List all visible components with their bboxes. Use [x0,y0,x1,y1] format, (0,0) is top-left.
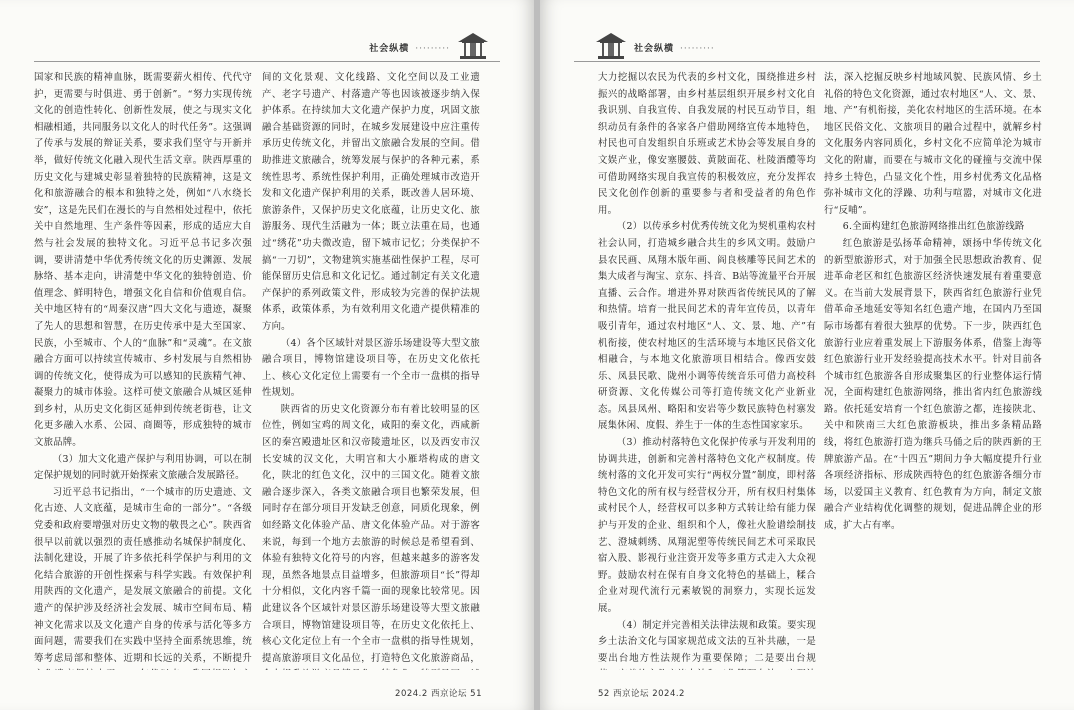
left-page-header [369,28,490,60]
header-dots: ········· [680,44,715,54]
header-rule [574,61,1040,62]
pavilion-logo-icon [456,30,490,60]
paragraph: （4）制定并完善相关法律法规和政策。要实现乡土法治文化与国家规范成文法的互补共融，一是要出台地方性法规作为重要保障；二是要出台规 [598,619,816,664]
right-page-header [594,28,715,60]
paragraph: 6.全面构建红色旅游网络推出红色旅游线路 [842,221,1025,233]
right-column-2 [824,70,1042,670]
left-column-2 [262,70,480,670]
paragraph: （4）各个区域针对景区游乐场建设等大型文旅融合项目，博物馆建设项目等，在历史文化依托上、核心文化定位上需要有一个全市一盘棋的指导性规划。 [262,337,480,399]
header-rule [34,61,500,62]
paragraph: 国家和民族的精神血脉，既需要薪火相传、代代守护，更需要与时俱进、勇于创新”。“努力实现传统文化的创造性转化、创新性发展，使之与现实文化相融相通，共同服务以文化人的时代任务”。这强调了传承与发展的辩证关系，要求我们坚守与开新并举，做好传统文化融入现代生活文章。陕西厚重的历史文化与建城史彰显着独特的民族精神，这是文化和旅游融合的根本和独特之处，例如“八水绕长安”，这是先民们在漫长的与自然相处过程中，依托关中自然地理、生产条件等因素，形成的适应大自然与社会发展的独特文化。习近平总书记多次强调，要讲清楚中华优秀传统文化的历史渊源、发展脉络、基本走向，讲清楚中华文化的独特创造、价值理念、鲜明特色，增强文化自信和价值观自信。关中地区特有的“周秦汉唐”四大文化与遗迹，凝聚了先人的思想和智慧，在历史传承中是大至国家、民族，小至城市、个人的“血脉”和“灵魂”。在文旅融合方面可以持续宣传城市、乡村发展与自然相协调的传统文化，使得成为可以感知的民族精气神、凝聚力的城市体验。这样可使文旅融合从城区延伸到乡村，从历史文化街区延伸到传统老街巷，让文化更多融入水系、公园、商圈等，形成独特的城市文旅品牌。 [34,72,252,449]
left-page-footer: 2024.2 西京论坛 51 [395,689,482,699]
paragraph: （2）以传承乡村优秀传统文化为契机重构农村社会认同，打造城乡融合共生的乡风文明。鼓励户县农民画、凤翔木版年画、阎良核雕等民间艺术的集大成者与淘宝、京东、抖音、B站等流量平台开展直播、云合作。增进外界对陕西省传统民风的了解和热情。培育一批民间艺术的青年宣传员，以青年吸引青年，通过农村地区“人、文、景、地、产”有机衔接，使农村地区的生活环境与本地区民俗文化相融合，与本地文化旅游项目相结合。像西安鼓乐、凤县民歌、陇州小调等传统音乐可借力高校科研资源、文化传媒公司等打造传统文化产业新业态。凤县凤州、略阳和安岩等少数民族特色村寨发展集休闲、度假、养生于一体的生态性国家家乐。 [598,221,816,432]
header-dots: ········· [415,44,450,54]
paragraph: 间的文化景观、文化线路、文化空间以及工业遗产、老字号遗产、村落遗产等也因该被逐步纳入保护体系。在持续加大文化遗产保护力度，巩固文旅融合基础资源的同时，在城乡发展建设中应注重传承历史传统文化，并留出文旅融合发展的空间。借助推进文旅融合，统筹发展与保护的各种元素，系统性思考、系统性保护利用，正确处理城市改造开发和文化遗产保护利用的关系，既改善人居环境、旅游条件，又保护历史文化底蕴，让历史文化、旅游服务、现代生活融为一体；既立法重在局，也通过“绣花”功夫微改造，留下城市记忆；分类保护不搞“一刀切”，文物建筑实施基础性保护工程，尽可能保留历史信息和文化记忆。通过制定有关文化遗产保护的系列政策文件，形成较为完善的保护法规体系，政策体系，为有效利用文化遗产提供精准的方向。 [262,72,480,332]
paragraph: （3）加大文化遗产保护与利用协调，可以在制定保护规划的同时就开始探索文旅融合发展路径。 [34,453,252,482]
paragraph: 大力挖掘以农民为代表的乡村文化，围绕推进乡村振兴的战略部署，由乡村基层组织开展乡村文化自我识别、自我宣传、自我发展的村民互动节目，组织动员有条件的各家各户借助网络宣传本地特色，村民也可自发组织自乐班或艺术协会等发展自身的文娱产业，像安塞腰鼓、黄陂面花、杜陵酒醴等均可借助网络实现自我宣传的积极效应，充分发挥农民文化创作创新的重要参与者和受益者的角色作用。 [598,72,816,216]
paragraph: 法，深入挖掘反映乡村地域风貌、民族风情、乡土礼俗的特色文化资源，通过农村地区“人、文、景、地、产”有机衔接，美化农村地区的生活环境。在本地区民俗文化、文旅项目的融合过程中，就解乡村文化服务内容同质化，乡村文化不应简单沦为城市文化的附庸，而要在与城市文化的碰撞与交流中保持乡土特色，凸显文化个性，用乡村优秀文化品格弥补城市文化的浮躁、功利与喧嚣，对城市文化进行“反哺”。 [824,72,1042,216]
section-title: 社会纵横 [369,44,410,54]
right-page-footer: 52 西京论坛 2024.2 [598,689,685,699]
left-column-1 [34,70,252,670]
section-title: 社会纵横 [634,44,675,54]
paragraph: 红色旅游是弘扬革命精神，颂扬中华传统文化的新型旅游形式，对于加强全民思想政治教育、促进革命老区和红色旅游区经济快速发展有着重要意义。在当前大发展背景下，陕西省红色旅游行业凭借革命圣地延安等知名红色遗产地，在国内乃至国际市场都有着很大独厚的优势。下一步，陕西红色旅游行业应着重发展上下游服务体系，借鉴上海等红色旅游行业开发经验提高技术水平。针对目前各个城市红色旅游各自形成聚集区的行业整体运行情况，全面构建红色旅游网络，推出省内红色旅游线路。依托延安培育一个红色旅游之都，连接陕北、关中和陕南三大红色旅游板块，推出多条精品路线，将红色旅游打造为继兵马俑之后的陕西新的王牌旅游产品。在“十四五”期间力争大幅度提升行业各项经济指标、形成陕西特色的红色旅游各细分市场，以爱国主义教育、红色教育为方向，制定文旅融合产业结构优化调整的规划，促进品牌企业的形成，扩大占有率。 [824,237,1042,532]
pavilion-logo-icon [594,30,628,60]
right-page [540,0,1074,710]
paragraph: 习近平总书记指出，“一个城市的历史遗迹、文化古迹、人文底蕴，是城市生命的一部分”。“各级党委和政府要增强对历史文物的敬畏之心”。陕西省很早以前就以强烈的责任感推动名城保护制度化、法制化建设，开展了许多依托科学保护与利用的文化结合旅游的开创性探索与科学实践。有效保护利用陕西的文化遗产，是发展文旅融合的前提。文化遗产的保护涉及经济社会发展、城市空间布局、精神文化需求以及文化遗产自身的传承与活化等多方面问题，需要我们在实践中坚持全面系统思维，统筹考虑局部和整体、近期和长远的关系，不断提升 [34,486,252,664]
right-column-1 [598,70,816,670]
left-page [0,0,534,710]
paragraph: 陕西省的历史文化资源分布有着比较明显的区位性，例如宝鸡的周文化，咸阳的秦文化，西咸新区的秦宫殿遗址区和汉帝陵遗址区，以及西安市汉长安城的汉文化，大明宫和大小雁塔构成的唐文化，陕北的红色文化，汉中的三国文化。随着文旅融合逐步深入，各类文旅融合项目也繁荣发展，但同时存在部分项目开发缺乏创意，同质化现象，例如经路文化体验产品、唐文化体验产品。对于游客来说，每到一个地方去旅游的时候总是希望看到、体验有独特文化符号的内容，但越来越多的游客发现，虽然各地景点目益增多，但旅游项目“长”得却十分相似，文化内容千篇一面的现象比较常见。因此建议各个区域针对景区游乐场建设等大型文旅融合项目，博物馆建设项目等，在历史文化依托上、核心文化定位上有一个全市一盘棋的指导性规划，提高旅游项目文化品位，打造特色文化旅游商品， [262,403,480,664]
paragraph: （3）推动村落特色文化保护传承与开发利用的协调共进，创新和完善村落特色文化产权制度。传统村落的文化开发可实行“两权分置”制度，即村落特色文化的所有权与经营权分开，所有权归村集体或村民个人，经营权可以多种方式转让给有能力保护与开发的企业、组织和个人，像社火脸谱绘制技艺、澄城刺绣、凤翔泥塑等传统民间艺术可采取民宿入股、影视行业注资开发等多重方式走入大众视野。鼓励农村在保有自身文化特色的基础上，糅合企业对现代流行元素敏锐的洞察力，实现长远发展。 [598,437,816,614]
